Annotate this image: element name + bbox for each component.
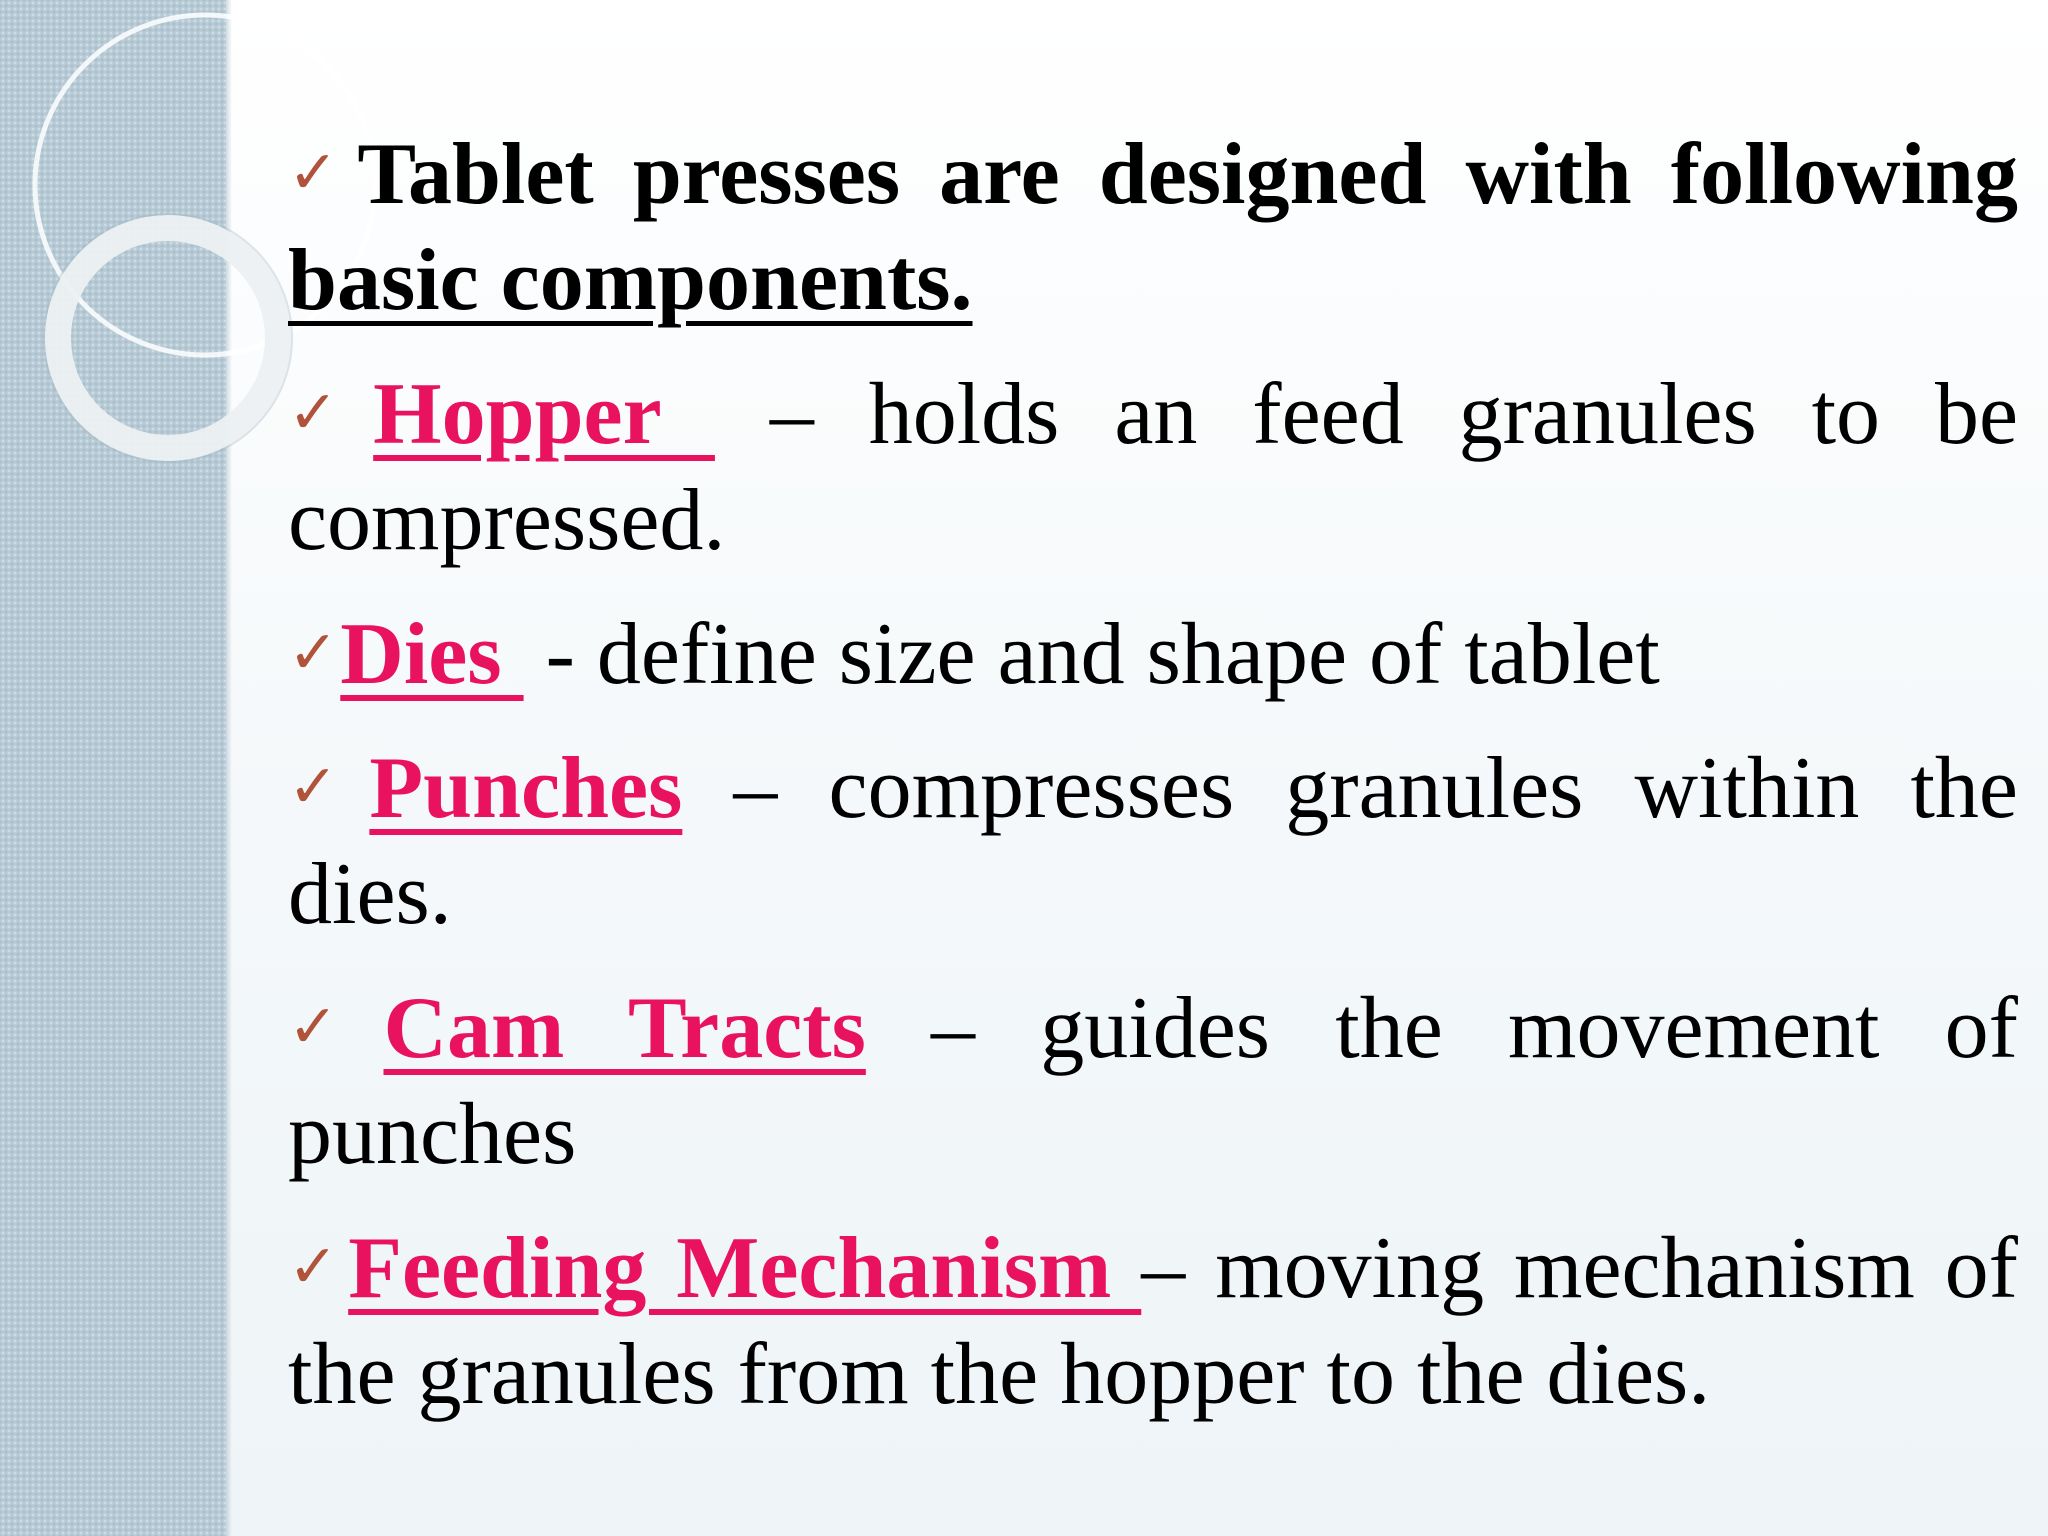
check-icon: ✓ <box>288 618 339 688</box>
check-icon: ✓ <box>288 992 382 1062</box>
term-dies: Dies <box>340 606 524 703</box>
check-icon: ✓ <box>288 752 368 822</box>
small-ring <box>58 228 278 448</box>
bullet-cam-tracts <box>288 974 2018 1188</box>
term-hopper: Hopper <box>373 366 715 463</box>
bullet-feeding-mechanism <box>288 1214 2018 1428</box>
description-cam-tracts: – guides the movement of punches <box>288 980 2018 1183</box>
intro-underlined-text: basic components. <box>288 232 973 329</box>
check-icon: ✓ <box>288 1232 347 1302</box>
bullet-intro <box>288 120 2018 334</box>
check-icon: ✓ <box>288 138 356 208</box>
bullet-punches <box>288 734 2018 948</box>
description-hopper: – holds an feed granules to be compressed. <box>288 366 2018 569</box>
description-dies: - define size and shape of tablet <box>523 606 1660 703</box>
term-feeding-mechanism: Feeding Mechanism <box>348 1220 1142 1317</box>
intro-text: Tablet presses are designed with following <box>357 126 2018 223</box>
bullet-list <box>288 120 2018 1454</box>
term-punches: Punches <box>369 740 683 837</box>
description-punches: – compresses granules within the dies. <box>288 740 2018 943</box>
term-cam-tracts: Cam Tracts <box>383 980 866 1077</box>
bullet-hopper <box>288 360 2018 574</box>
description-feeding-mechanism: – moving mechanism of the granules from the hopper to the dies. <box>288 1220 2018 1423</box>
check-icon: ✓ <box>288 378 372 448</box>
bullet-dies <box>288 600 2018 708</box>
